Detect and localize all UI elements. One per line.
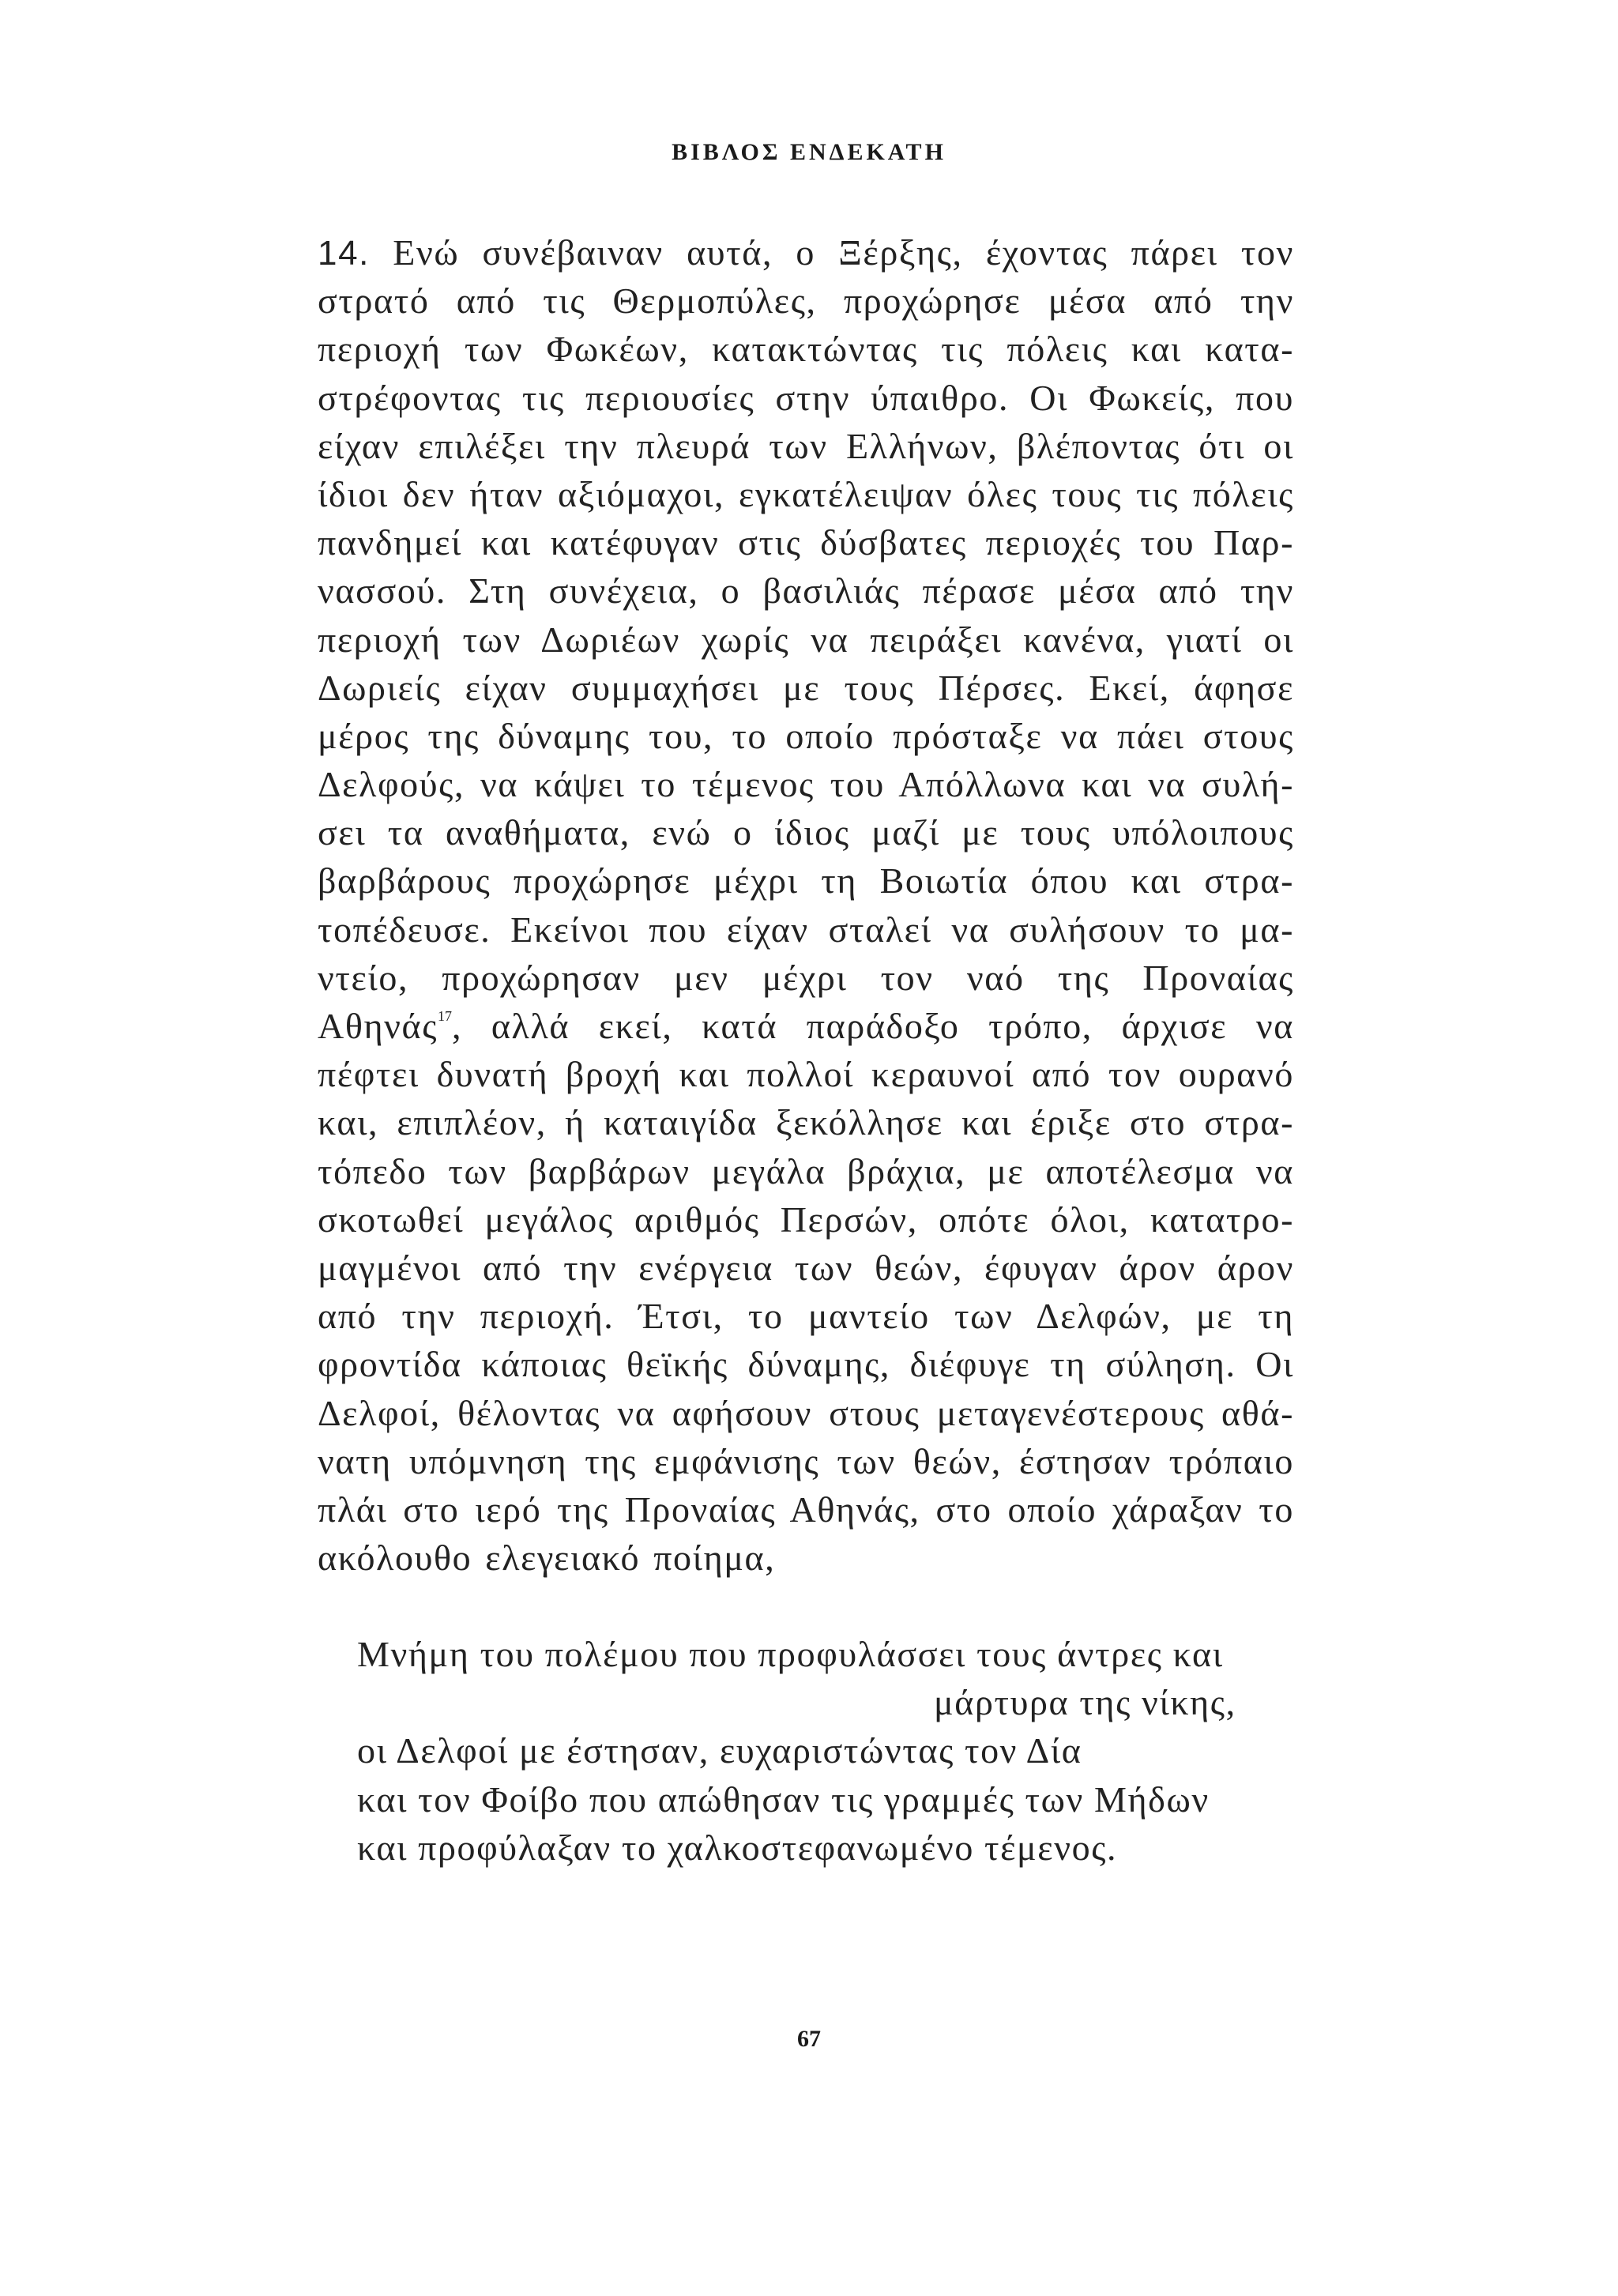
- text-line: βαρβάρους προχώρησε μέχρι τη Βοιωτία όπου και στρα-: [318, 860, 1294, 901]
- running-head: ΒΙΒΛΟΣ ΕΝΔΕΚΑΤΗ: [672, 139, 946, 165]
- text-line: είχαν επιλέξει την πλευρά των Ελλήνων, βλέποντας ότι οι: [318, 425, 1294, 466]
- section-number: 14.: [318, 234, 370, 273]
- text-line: πέφτει δυνατή βροχή και πολλοί κεραυνοί από τον ουρανό: [318, 1054, 1294, 1095]
- text-line: πλάι στο ιερό της Προναίας Αθηνάς, στο οποίο χάραξαν το: [318, 1489, 1294, 1530]
- text-line: περιοχή των Δωριέων χωρίς να πειράξει κανένα, γιατί οι: [318, 619, 1294, 660]
- text-line: στρατό από τις Θερμοπύλες, προχώρησε μέσα από την: [318, 280, 1294, 322]
- footnote-ref[interactable]: 17: [438, 1008, 453, 1024]
- paragraph-14: [318, 228, 1294, 1582]
- text-line: σει τα αναθήματα, ενώ ο ίδιος μαζί με τους υπόλοιπους: [318, 812, 1294, 853]
- text-line: περιοχή των Φωκέων, κατακτώντας τις πόλεις και κατα-: [318, 329, 1294, 370]
- text-line: Δελφοί, θέλοντας να αφήσουν στους μεταγενέστερους αθά-: [318, 1392, 1294, 1433]
- text-line: ακόλουθο ελεγειακό ποίημα,: [318, 1538, 776, 1579]
- text-line: Δωριείς είχαν συμμαχήσει με τους Πέρσες. Εκεί, άφησε: [318, 667, 1294, 708]
- text-line: Αθηνάς$^{17}$, αλλά εκεί, κατά παράδοξο τρόπο, άρχισε να: [318, 1006, 1294, 1046]
- text-line: τοπέδευσε. Εκείνοι που είχαν σταλεί να συλήσουν το μα-: [318, 909, 1294, 950]
- text-line: νασσού. Στη συνέχεια, ο βασιλιάς πέρασε μέσα από την: [318, 570, 1294, 612]
- poem-line: οι Δελφοί με έστησαν, ευχαριστώντας τον Δία: [357, 1730, 1082, 1771]
- text-line: σκοτωθεί μεγάλος αριθμός Περσών, οπότε όλοι, κατατρο-: [318, 1199, 1294, 1240]
- text-line: Δελφούς, να κάψει το τέμενος του Απόλλωνα και να συλή-: [318, 764, 1294, 805]
- poem-line: και προφύλαξαν το χαλκοστεφανωμένο τέμενος.: [357, 1827, 1118, 1868]
- text-line: 14. Ενώ συνέβαιναν αυτά, ο Ξέρξης, έχοντας πάρει τον: [318, 232, 1294, 273]
- text-line: μαγμένοι από την ενέργεια των θεών, έφυγαν άρον άρον: [318, 1247, 1294, 1288]
- poem-line: Μνήμη του πολέμου που προφυλάσσει τους άντρες και: [357, 1634, 1224, 1674]
- text-line: νατη υπόμνηση της εμφάνισης των θεών, έστησαν τρόπαιο: [318, 1440, 1294, 1481]
- text-line: ίδιοι δεν ήταν αξιόμαχοι, εγκατέλειψαν όλες τους τις πόλεις: [318, 473, 1294, 514]
- elegiac-poem: [357, 1630, 1294, 1872]
- text-line: μέρος της δύναμης του, το οποίο πρόσταξε να πάει στους: [318, 715, 1294, 756]
- text-line: από την περιοχή. Έτσι, το μαντείο των Δελφών, με τη: [318, 1296, 1294, 1337]
- text-line: φροντίδα κάποιας θεϊκής δύναμης, διέφυγε τη σύληση. Οι: [318, 1344, 1294, 1385]
- text-line: στρέφοντας τις περιουσίες στην ύπαιθρο. Οι Φωκείς, που: [318, 377, 1294, 418]
- poem-line-continuation: μάρτυρα της νίκης,: [934, 1682, 1236, 1723]
- text-line: ντείο, προχώρησαν μεν μέχρι τον ναό της Προναίας: [318, 957, 1294, 998]
- page-number: 67: [797, 2026, 821, 2052]
- text-line: πανδημεί και κατέφυγαν στις δύσβατες περιοχές του Παρ-: [318, 522, 1294, 563]
- text-line: και, επιπλέον, ή καταιγίδα ξεκόλλησε και έριξε στο στρα-: [318, 1102, 1294, 1143]
- text-line: τόπεδο των βαρβάρων μεγάλα βράχια, με αποτέλεσμα να: [318, 1150, 1294, 1191]
- poem-line: και τον Φοίβο που απώθησαν τις γραμμές των Μήδων: [357, 1778, 1210, 1820]
